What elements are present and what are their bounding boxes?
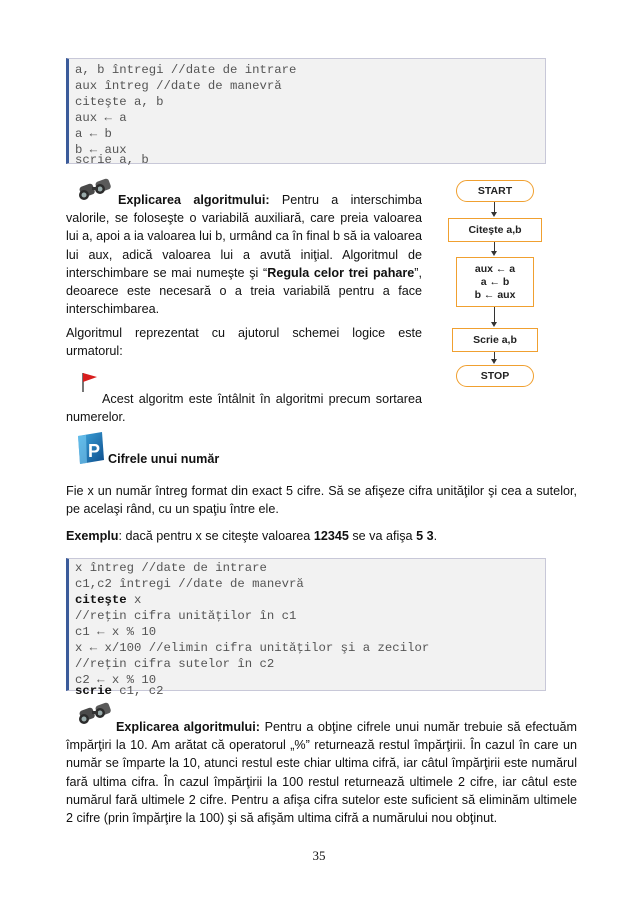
flowchart-op: a ← b [480,275,510,288]
code-line: c1 ← x % 10 [75,625,157,639]
explanation-text: Pentru a obţine cifrele unui număr trebuie să efectuăm împărţiri la 10. Am arătat că operatorul „%” returnează restul împărţirii. În cazul în care un număr se împarte la 10, atunci restul este chiar ultima cifră, iar câtul împărţirii este numărul fară ultima cifra. În cazul împărţirii la 100 restul returnează ultimele 2 cifre, iar câtul este numărul fară ultimele 2 cifre. Pentru a afişa cifra sutelor este suficient să eliminăm ultimele 2 cifre (prin împărţire la 100) şi să afişăm ultima cifră a numărului nou obţinut. [66,720,577,826]
example-text: se va afişa [348,529,417,543]
paragraph-schema: Algoritmul reprezentat cu ajutorul schemei logice este urmatorul: [66,326,422,359]
code-line: b ← aux [75,143,127,157]
flowchart-arrow [494,307,495,324]
code-line: a, b întregi //date de intrare [75,63,297,77]
paragraph-sorting: Acest algoritm este întâlnit în algoritmi precum sortarea numerelor. [66,392,422,425]
code-line: scrie a, b [75,153,149,167]
flowchart-arrow [494,202,495,214]
explanation-digits [66,718,577,827]
flowchart-process [456,257,534,307]
code-line: aux întreg //date de manevră [75,79,282,93]
explanation-text-end: ”, deoarece este necesară o a treia variabilă pentru a face interschimbarea. [66,265,422,317]
problem-statement: Fie x un număr întreg format din exact 5 cifre. Să se afişeze cifra unităţilor şi cea a sutelor, pe acelaşi rând, cu un spaţiu între ele. [66,484,577,517]
code-line: c2 ← x % 10 [75,673,157,687]
explanation-heading: Explicarea algoritmului: [116,720,260,734]
flowchart-arrow [494,242,495,253]
flowchart-arrow [494,352,495,361]
code-line: //reţin cifra sutelor în c2 [75,657,275,671]
example-input: 12345 [313,529,349,543]
flowchart-write: Scrie a,b [452,328,538,352]
explanation-text: Pentru a interschimba valorile, se foloseşte o variabilă auxiliară, care preia valoarea lui a, apoi a ia valoarea lui b, urmând ca în final b să ia valoarea lui aux, adică valoarea lui a avută iniţial. Algoritmul de interschimbare se mai numeşte şi “ [66,193,422,280]
code-line: a ← b [75,127,112,141]
code-line: aux ← a [75,111,127,125]
code-line: c1,c2 întregi //date de manevră [75,577,304,591]
code-line: //reţin cifra unităţilor în c1 [75,609,297,623]
code-line: x ← x/100 //elimin cifra unităţilor şi a zecilor [75,641,430,655]
flowchart-start: START [456,180,534,202]
code-text: c1, c2 [111,684,164,698]
code-text: x [126,593,142,607]
page-number: 35 [312,848,326,863]
p-logo-icon [76,432,106,469]
code-keyword: citeşte [75,593,127,607]
example-output: 5 3 [416,529,434,543]
example-text: . [433,529,438,543]
code-line: citeşte a, b [75,95,164,109]
example-text: : dacă pentru x se citeşte valoarea [118,529,314,543]
example-label: Exemplu [66,529,119,543]
code-block-digits [66,558,546,698]
example-line [66,527,577,545]
section-title: Cifrele unui număr [108,452,220,466]
flowchart-stop: STOP [456,365,534,387]
flowchart-read: Citeşte a,b [448,218,542,242]
code-line [75,592,141,608]
flowchart-op: aux ← a [474,262,516,275]
rule-name: Regula celor trei pahare [267,265,415,280]
code-line: x întreg //date de intrare [75,561,267,575]
explanation-heading: Explicarea algoritmului: [118,193,270,207]
code-block-swap [66,58,546,167]
flowchart-op: b ← aux [474,288,516,301]
code-line [75,686,164,696]
code-keyword: scrie [75,684,112,698]
explanation-swap [66,191,422,318]
svg-text:P: P [88,441,101,461]
